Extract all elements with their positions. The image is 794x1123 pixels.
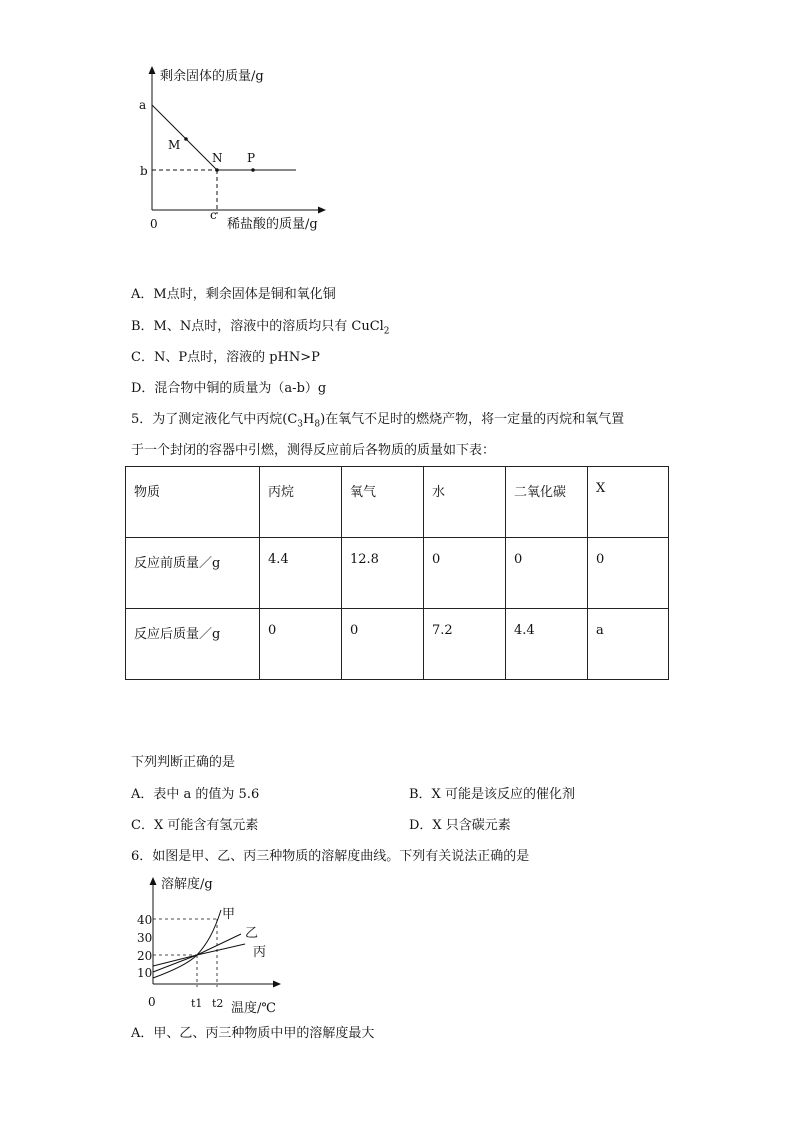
table-cell: 4.4 (506, 609, 588, 680)
table-header-cell: 二氧化碳 (506, 467, 588, 538)
table-cell: a (588, 609, 669, 680)
y-axis-arrow (149, 66, 156, 74)
solubility-graph (135, 872, 295, 1022)
q5-option-c: C．X 可能含有氢元素 (131, 818, 259, 833)
curve-yi (153, 934, 241, 972)
table-cell: 0 (506, 538, 588, 609)
xtick-t1: t1 (191, 997, 203, 1010)
label-a: a (139, 98, 147, 112)
table-header-cell: 水 (424, 467, 506, 538)
q5-sub1: 3 (297, 419, 304, 430)
table-cell: 7.2 (424, 609, 506, 680)
table-cell: 0 (342, 609, 424, 680)
table-header-row (126, 467, 669, 538)
q5-option-d: D．X 只含碳元素 (409, 818, 511, 833)
q5-question: 下列判断正确的是 (131, 755, 236, 770)
y-axis-arrow (150, 877, 157, 885)
table-cell: 反应后质量／g (126, 609, 260, 680)
curve-label-bing: 丙 (253, 945, 267, 960)
table-cell: 0 (424, 538, 506, 609)
point-M (184, 137, 188, 141)
q4-option-b-subscript: 2 (383, 326, 390, 337)
label-M: M (168, 138, 181, 152)
table-row (126, 609, 669, 680)
q4-option-b (131, 318, 390, 341)
x-axis-arrow (318, 207, 326, 214)
table-cell: 0 (260, 609, 342, 680)
ytick-40: 40 (137, 913, 153, 927)
q4-option-a: A．M点时，剩余固体是铜和氧化铜 (131, 287, 336, 302)
table-header-cell: 物质 (126, 467, 260, 538)
q5-stem-line1 (131, 411, 624, 434)
origin-label: 0 (150, 217, 158, 231)
y-axis-label: 溶解度/g (161, 877, 213, 892)
curve-label-jia: 甲 (222, 907, 236, 922)
origin-label: 0 (148, 995, 156, 1009)
x-axis-label: 温度/℃ (231, 1001, 276, 1016)
label-P: P (247, 151, 256, 165)
q4-option-d: D．混合物中铜的质量为（a-b）g (131, 381, 327, 396)
x-axis-label: 稀盐酸的质量/g (227, 217, 318, 232)
ytick-10: 10 (137, 966, 153, 980)
mass-table (125, 466, 669, 680)
q5-stem-part2: )在氧气不足时的燃烧产物，将一定量的丙烷和氧气置 (320, 412, 625, 427)
point-N (215, 168, 219, 172)
table-cell: 4.4 (260, 538, 342, 609)
y-axis-label: 剩余固体的质量/g (160, 69, 264, 84)
x-axis-arrow (273, 981, 281, 988)
q4-option-b-text: B．M、N点时，溶液中的溶质均只有 CuCl (131, 319, 384, 334)
xtick-t2: t2 (212, 997, 224, 1010)
table-row (126, 538, 669, 609)
mass-graph (130, 62, 350, 237)
table-cell: 12.8 (342, 538, 424, 609)
label-N: N (212, 151, 223, 165)
table-header-cell: X (588, 467, 669, 538)
decreasing-line (152, 105, 217, 170)
q5-sub2: 8 (314, 419, 321, 430)
q5-option-a: A．表中 a 的值为 5.6 (131, 787, 260, 802)
table-cell: 反应前质量／g (126, 538, 260, 609)
q6-option-a: A．甲、乙、丙三种物质中甲的溶解度最大 (131, 1026, 375, 1041)
point-P (251, 168, 255, 172)
ytick-20: 20 (137, 949, 153, 963)
label-c: c (210, 208, 217, 222)
ytick-30: 30 (137, 931, 153, 945)
q5-option-b: B．X 可能是该反应的催化剂 (409, 787, 575, 802)
label-b: b (140, 164, 148, 178)
curve-label-yi: 乙 (245, 926, 259, 941)
table-header-cell: 丙烷 (260, 467, 342, 538)
q5-mid: H (303, 412, 315, 427)
table-cell: 0 (588, 538, 669, 609)
table-header-cell: 氧气 (342, 467, 424, 538)
q5-stem-line2: 于一个封闭的容器中引燃，测得反应前后各物质的质量如下表： (131, 443, 496, 458)
q5-stem-part1: 5．为了测定液化气中丙烷(C (131, 412, 298, 427)
q4-option-c: C．N、P点时，溶液的 pHN>P (131, 350, 320, 365)
q6-stem: 6．如图是甲、乙、丙三种物质的溶解度曲线。下列有关说法正确的是 (131, 849, 530, 864)
